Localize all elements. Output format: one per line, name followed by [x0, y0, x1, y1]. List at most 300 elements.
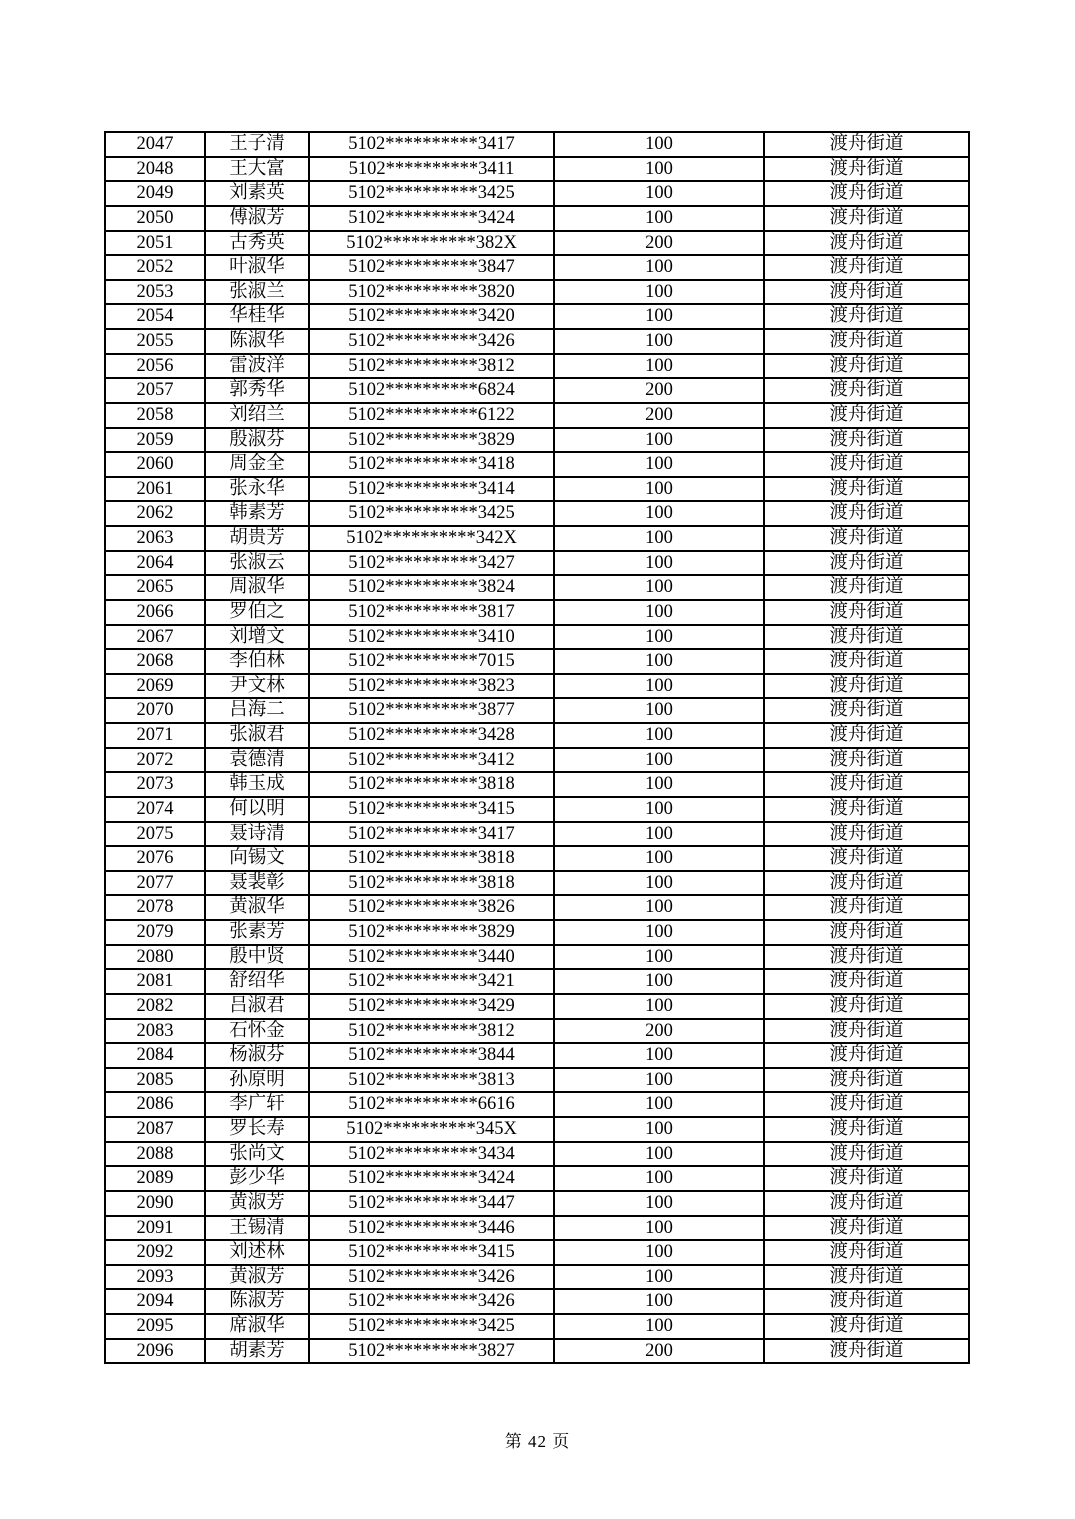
- amount-cell: 100: [554, 748, 764, 773]
- serial-number-cell: 2081: [105, 969, 205, 994]
- id-number-cell: 5102**********3877: [309, 698, 554, 723]
- table-row: [105, 526, 969, 551]
- table-row: [105, 206, 969, 231]
- beneficiary-roster-table: [104, 131, 970, 1364]
- street-cell: 渡舟街道: [764, 674, 969, 699]
- table-row: [105, 354, 969, 379]
- id-number-cell: 5102**********3826: [309, 895, 554, 920]
- street-cell: 渡舟街道: [764, 157, 969, 182]
- street-cell: 渡舟街道: [764, 895, 969, 920]
- amount-cell: 100: [554, 895, 764, 920]
- amount-cell: 100: [554, 1314, 764, 1339]
- table-row: [105, 895, 969, 920]
- name-cell: 张永华: [205, 477, 309, 502]
- amount-cell: 100: [554, 1142, 764, 1167]
- name-cell: 叶淑华: [205, 255, 309, 280]
- page-number-footer: 第 42 页: [504, 1432, 571, 1451]
- serial-number-cell: 2088: [105, 1142, 205, 1167]
- serial-number-cell: 2073: [105, 772, 205, 797]
- amount-cell: 200: [554, 231, 764, 256]
- serial-number-cell: 2085: [105, 1068, 205, 1093]
- name-cell: 聂诗清: [205, 822, 309, 847]
- serial-number-cell: 2076: [105, 846, 205, 871]
- street-cell: 渡舟街道: [764, 1314, 969, 1339]
- id-number-cell: 5102**********3823: [309, 674, 554, 699]
- table-row: [105, 871, 969, 896]
- table-row: [105, 231, 969, 256]
- id-number-cell: 5102**********6616: [309, 1092, 554, 1117]
- id-number-cell: 5102**********3824: [309, 575, 554, 600]
- serial-number-cell: 2065: [105, 575, 205, 600]
- street-cell: 渡舟街道: [764, 551, 969, 576]
- amount-cell: 100: [554, 625, 764, 650]
- street-cell: 渡舟街道: [764, 403, 969, 428]
- amount-cell: 200: [554, 1019, 764, 1044]
- amount-cell: 100: [554, 428, 764, 453]
- street-cell: 渡舟街道: [764, 428, 969, 453]
- id-number-cell: 5102**********3425: [309, 181, 554, 206]
- street-cell: 渡舟街道: [764, 1240, 969, 1265]
- table-row: [105, 1240, 969, 1265]
- amount-cell: 100: [554, 1191, 764, 1216]
- table-row: [105, 1117, 969, 1142]
- serial-number-cell: 2074: [105, 797, 205, 822]
- table-row: [105, 255, 969, 280]
- serial-number-cell: 2056: [105, 354, 205, 379]
- street-cell: 渡舟街道: [764, 280, 969, 305]
- serial-number-cell: 2075: [105, 822, 205, 847]
- street-cell: 渡舟街道: [764, 1265, 969, 1290]
- amount-cell: 100: [554, 1092, 764, 1117]
- street-cell: 渡舟街道: [764, 994, 969, 1019]
- name-cell: 黄淑华: [205, 895, 309, 920]
- amount-cell: 100: [554, 822, 764, 847]
- serial-number-cell: 2053: [105, 280, 205, 305]
- serial-number-cell: 2092: [105, 1240, 205, 1265]
- amount-cell: 100: [554, 969, 764, 994]
- serial-number-cell: 2054: [105, 304, 205, 329]
- amount-cell: 100: [554, 1117, 764, 1142]
- serial-number-cell: 2052: [105, 255, 205, 280]
- amount-cell: 200: [554, 1339, 764, 1364]
- serial-number-cell: 2060: [105, 452, 205, 477]
- serial-number-cell: 2089: [105, 1166, 205, 1191]
- id-number-cell: 5102**********3812: [309, 1019, 554, 1044]
- id-number-cell: 5102**********3446: [309, 1216, 554, 1241]
- table-row: [105, 1019, 969, 1044]
- id-number-cell: 5102**********3425: [309, 501, 554, 526]
- table-row: [105, 329, 969, 354]
- street-cell: 渡舟街道: [764, 822, 969, 847]
- table-row: [105, 181, 969, 206]
- serial-number-cell: 2080: [105, 945, 205, 970]
- amount-cell: 100: [554, 1265, 764, 1290]
- id-number-cell: 5102**********3829: [309, 920, 554, 945]
- amount-cell: 100: [554, 945, 764, 970]
- id-number-cell: 5102**********6122: [309, 403, 554, 428]
- id-number-cell: 5102**********3421: [309, 969, 554, 994]
- table-row: [105, 994, 969, 1019]
- street-cell: 渡舟街道: [764, 452, 969, 477]
- id-number-cell: 5102**********3844: [309, 1043, 554, 1068]
- amount-cell: 100: [554, 797, 764, 822]
- table-row: [105, 625, 969, 650]
- serial-number-cell: 2057: [105, 378, 205, 403]
- amount-cell: 100: [554, 1166, 764, 1191]
- table-row: [105, 698, 969, 723]
- street-cell: 渡舟街道: [764, 748, 969, 773]
- id-number-cell: 5102**********3414: [309, 477, 554, 502]
- id-number-cell: 5102**********3417: [309, 822, 554, 847]
- street-cell: 渡舟街道: [764, 1191, 969, 1216]
- serial-number-cell: 2090: [105, 1191, 205, 1216]
- id-number-cell: 5102**********3440: [309, 945, 554, 970]
- serial-number-cell: 2096: [105, 1339, 205, 1364]
- id-number-cell: 5102**********3847: [309, 255, 554, 280]
- table-row: [105, 280, 969, 305]
- name-cell: 吕淑君: [205, 994, 309, 1019]
- street-cell: 渡舟街道: [764, 772, 969, 797]
- serial-number-cell: 2093: [105, 1265, 205, 1290]
- table-row: [105, 772, 969, 797]
- name-cell: 张素芳: [205, 920, 309, 945]
- amount-cell: 100: [554, 280, 764, 305]
- name-cell: 张淑云: [205, 551, 309, 576]
- id-number-cell: 5102**********3820: [309, 280, 554, 305]
- street-cell: 渡舟街道: [764, 1092, 969, 1117]
- street-cell: 渡舟街道: [764, 526, 969, 551]
- street-cell: 渡舟街道: [764, 1142, 969, 1167]
- serial-number-cell: 2066: [105, 600, 205, 625]
- name-cell: 郭秀华: [205, 378, 309, 403]
- serial-number-cell: 2050: [105, 206, 205, 231]
- serial-number-cell: 2094: [105, 1289, 205, 1314]
- amount-cell: 100: [554, 501, 764, 526]
- street-cell: 渡舟街道: [764, 575, 969, 600]
- amount-cell: 100: [554, 649, 764, 674]
- name-cell: 傅淑芳: [205, 206, 309, 231]
- table-row: [105, 378, 969, 403]
- amount-cell: 100: [554, 772, 764, 797]
- table-row: [105, 649, 969, 674]
- name-cell: 陈淑华: [205, 329, 309, 354]
- table-row: [105, 1068, 969, 1093]
- id-number-cell: 5102**********342X: [309, 526, 554, 551]
- name-cell: 何以明: [205, 797, 309, 822]
- name-cell: 胡贵芳: [205, 526, 309, 551]
- name-cell: 周金全: [205, 452, 309, 477]
- serial-number-cell: 2048: [105, 157, 205, 182]
- table-row: [105, 846, 969, 871]
- street-cell: 渡舟街道: [764, 1289, 969, 1314]
- amount-cell: 100: [554, 1068, 764, 1093]
- street-cell: 渡舟街道: [764, 920, 969, 945]
- table-row: [105, 1265, 969, 1290]
- name-cell: 王子清: [205, 132, 309, 157]
- id-number-cell: 5102**********345X: [309, 1117, 554, 1142]
- table-row: [105, 1142, 969, 1167]
- serial-number-cell: 2068: [105, 649, 205, 674]
- serial-number-cell: 2072: [105, 748, 205, 773]
- street-cell: 渡舟街道: [764, 625, 969, 650]
- name-cell: 周淑华: [205, 575, 309, 600]
- serial-number-cell: 2087: [105, 1117, 205, 1142]
- street-cell: 渡舟街道: [764, 1339, 969, 1364]
- street-cell: 渡舟街道: [764, 354, 969, 379]
- table-row: [105, 1092, 969, 1117]
- serial-number-cell: 2078: [105, 895, 205, 920]
- table-row: [105, 477, 969, 502]
- name-cell: 胡素芳: [205, 1339, 309, 1364]
- street-cell: 渡舟街道: [764, 649, 969, 674]
- street-cell: 渡舟街道: [764, 304, 969, 329]
- amount-cell: 100: [554, 1043, 764, 1068]
- street-cell: 渡舟街道: [764, 477, 969, 502]
- id-number-cell: 5102**********3829: [309, 428, 554, 453]
- serial-number-cell: 2047: [105, 132, 205, 157]
- name-cell: 石怀金: [205, 1019, 309, 1044]
- name-cell: 黄淑芳: [205, 1265, 309, 1290]
- street-cell: 渡舟街道: [764, 871, 969, 896]
- table-row: [105, 797, 969, 822]
- amount-cell: 100: [554, 329, 764, 354]
- id-number-cell: 5102**********3424: [309, 206, 554, 231]
- id-number-cell: 5102**********3447: [309, 1191, 554, 1216]
- serial-number-cell: 2082: [105, 994, 205, 1019]
- name-cell: 刘述林: [205, 1240, 309, 1265]
- id-number-cell: 5102**********3420: [309, 304, 554, 329]
- serial-number-cell: 2077: [105, 871, 205, 896]
- table-row: [105, 1043, 969, 1068]
- name-cell: 韩素芳: [205, 501, 309, 526]
- id-number-cell: 5102**********3827: [309, 1339, 554, 1364]
- street-cell: 渡舟街道: [764, 132, 969, 157]
- name-cell: 舒绍华: [205, 969, 309, 994]
- name-cell: 张尚文: [205, 1142, 309, 1167]
- id-number-cell: 5102**********3418: [309, 452, 554, 477]
- id-number-cell: 5102**********3813: [309, 1068, 554, 1093]
- serial-number-cell: 2079: [105, 920, 205, 945]
- table-row: [105, 920, 969, 945]
- serial-number-cell: 2083: [105, 1019, 205, 1044]
- street-cell: 渡舟街道: [764, 329, 969, 354]
- id-number-cell: 5102**********3429: [309, 994, 554, 1019]
- amount-cell: 100: [554, 920, 764, 945]
- name-cell: 杨淑芬: [205, 1043, 309, 1068]
- name-cell: 李伯林: [205, 649, 309, 674]
- amount-cell: 100: [554, 255, 764, 280]
- table-row: [105, 600, 969, 625]
- table-row: [105, 157, 969, 182]
- table-row: [105, 1216, 969, 1241]
- amount-cell: 100: [554, 132, 764, 157]
- name-cell: 席淑华: [205, 1314, 309, 1339]
- id-number-cell: 5102**********382X: [309, 231, 554, 256]
- name-cell: 王锡清: [205, 1216, 309, 1241]
- table-row: [105, 945, 969, 970]
- table-row: [105, 1314, 969, 1339]
- amount-cell: 100: [554, 600, 764, 625]
- name-cell: 黄淑芳: [205, 1191, 309, 1216]
- serial-number-cell: 2063: [105, 526, 205, 551]
- serial-number-cell: 2064: [105, 551, 205, 576]
- street-cell: 渡舟街道: [764, 723, 969, 748]
- name-cell: 雷波洋: [205, 354, 309, 379]
- name-cell: 李广轩: [205, 1092, 309, 1117]
- id-number-cell: 5102**********3818: [309, 846, 554, 871]
- id-number-cell: 5102**********3817: [309, 600, 554, 625]
- id-number-cell: 5102**********3427: [309, 551, 554, 576]
- amount-cell: 100: [554, 1240, 764, 1265]
- serial-number-cell: 2062: [105, 501, 205, 526]
- table-row: [105, 1289, 969, 1314]
- table-row: [105, 748, 969, 773]
- name-cell: 刘增文: [205, 625, 309, 650]
- table-row: [105, 969, 969, 994]
- street-cell: 渡舟街道: [764, 1216, 969, 1241]
- serial-number-cell: 2051: [105, 231, 205, 256]
- table-row: [105, 428, 969, 453]
- name-cell: 罗伯之: [205, 600, 309, 625]
- amount-cell: 100: [554, 698, 764, 723]
- amount-cell: 100: [554, 575, 764, 600]
- amount-cell: 100: [554, 674, 764, 699]
- table-row: [105, 1339, 969, 1364]
- name-cell: 张淑君: [205, 723, 309, 748]
- id-number-cell: 5102**********3411: [309, 157, 554, 182]
- street-cell: 渡舟街道: [764, 698, 969, 723]
- table-row: [105, 551, 969, 576]
- table-row: [105, 723, 969, 748]
- table-row: [105, 452, 969, 477]
- serial-number-cell: 2061: [105, 477, 205, 502]
- amount-cell: 100: [554, 304, 764, 329]
- street-cell: 渡舟街道: [764, 255, 969, 280]
- amount-cell: 100: [554, 452, 764, 477]
- serial-number-cell: 2055: [105, 329, 205, 354]
- amount-cell: 100: [554, 871, 764, 896]
- street-cell: 渡舟街道: [764, 206, 969, 231]
- name-cell: 罗长寿: [205, 1117, 309, 1142]
- serial-number-cell: 2095: [105, 1314, 205, 1339]
- amount-cell: 100: [554, 181, 764, 206]
- street-cell: 渡舟街道: [764, 1068, 969, 1093]
- id-number-cell: 5102**********3410: [309, 625, 554, 650]
- id-number-cell: 5102**********3426: [309, 1265, 554, 1290]
- id-number-cell: 5102**********3426: [309, 329, 554, 354]
- name-cell: 尹文林: [205, 674, 309, 699]
- amount-cell: 100: [554, 994, 764, 1019]
- id-number-cell: 5102**********3425: [309, 1314, 554, 1339]
- name-cell: 刘绍兰: [205, 403, 309, 428]
- table-row: [105, 674, 969, 699]
- name-cell: 殷淑芬: [205, 428, 309, 453]
- street-cell: 渡舟街道: [764, 1117, 969, 1142]
- serial-number-cell: 2091: [105, 1216, 205, 1241]
- name-cell: 王大富: [205, 157, 309, 182]
- id-number-cell: 5102**********3426: [309, 1289, 554, 1314]
- serial-number-cell: 2058: [105, 403, 205, 428]
- table-row: [105, 501, 969, 526]
- street-cell: 渡舟街道: [764, 1043, 969, 1068]
- street-cell: 渡舟街道: [764, 1166, 969, 1191]
- amount-cell: 100: [554, 157, 764, 182]
- table-body: [105, 132, 969, 1363]
- name-cell: 向锡文: [205, 846, 309, 871]
- name-cell: 孙原明: [205, 1068, 309, 1093]
- name-cell: 彭少华: [205, 1166, 309, 1191]
- street-cell: 渡舟街道: [764, 846, 969, 871]
- id-number-cell: 5102**********3412: [309, 748, 554, 773]
- street-cell: 渡舟街道: [764, 969, 969, 994]
- serial-number-cell: 2070: [105, 698, 205, 723]
- name-cell: 吕海二: [205, 698, 309, 723]
- table-row: [105, 1191, 969, 1216]
- street-cell: 渡舟街道: [764, 231, 969, 256]
- amount-cell: 100: [554, 1289, 764, 1314]
- id-number-cell: 5102**********3812: [309, 354, 554, 379]
- street-cell: 渡舟街道: [764, 1019, 969, 1044]
- id-number-cell: 5102**********6824: [309, 378, 554, 403]
- name-cell: 刘素英: [205, 181, 309, 206]
- id-number-cell: 5102**********3818: [309, 871, 554, 896]
- street-cell: 渡舟街道: [764, 600, 969, 625]
- amount-cell: 100: [554, 526, 764, 551]
- name-cell: 张淑兰: [205, 280, 309, 305]
- serial-number-cell: 2069: [105, 674, 205, 699]
- serial-number-cell: 2086: [105, 1092, 205, 1117]
- street-cell: 渡舟街道: [764, 945, 969, 970]
- street-cell: 渡舟街道: [764, 501, 969, 526]
- id-number-cell: 5102**********3417: [309, 132, 554, 157]
- amount-cell: 200: [554, 378, 764, 403]
- name-cell: 古秀英: [205, 231, 309, 256]
- street-cell: 渡舟街道: [764, 797, 969, 822]
- id-number-cell: 5102**********7015: [309, 649, 554, 674]
- name-cell: 华桂华: [205, 304, 309, 329]
- id-number-cell: 5102**********3415: [309, 797, 554, 822]
- name-cell: 袁德清: [205, 748, 309, 773]
- id-number-cell: 5102**********3818: [309, 772, 554, 797]
- serial-number-cell: 2059: [105, 428, 205, 453]
- id-number-cell: 5102**********3434: [309, 1142, 554, 1167]
- table-row: [105, 403, 969, 428]
- table-row: [105, 822, 969, 847]
- id-number-cell: 5102**********3415: [309, 1240, 554, 1265]
- street-cell: 渡舟街道: [764, 181, 969, 206]
- id-number-cell: 5102**********3424: [309, 1166, 554, 1191]
- amount-cell: 100: [554, 846, 764, 871]
- amount-cell: 100: [554, 354, 764, 379]
- serial-number-cell: 2071: [105, 723, 205, 748]
- table-row: [105, 1166, 969, 1191]
- amount-cell: 100: [554, 477, 764, 502]
- amount-cell: 100: [554, 1216, 764, 1241]
- id-number-cell: 5102**********3428: [309, 723, 554, 748]
- serial-number-cell: 2049: [105, 181, 205, 206]
- table-row: [105, 132, 969, 157]
- name-cell: 陈淑芳: [205, 1289, 309, 1314]
- table-row: [105, 304, 969, 329]
- amount-cell: 100: [554, 551, 764, 576]
- serial-number-cell: 2084: [105, 1043, 205, 1068]
- street-cell: 渡舟街道: [764, 378, 969, 403]
- name-cell: 韩玉成: [205, 772, 309, 797]
- table-row: [105, 575, 969, 600]
- amount-cell: 100: [554, 723, 764, 748]
- name-cell: 殷中贤: [205, 945, 309, 970]
- amount-cell: 100: [554, 206, 764, 231]
